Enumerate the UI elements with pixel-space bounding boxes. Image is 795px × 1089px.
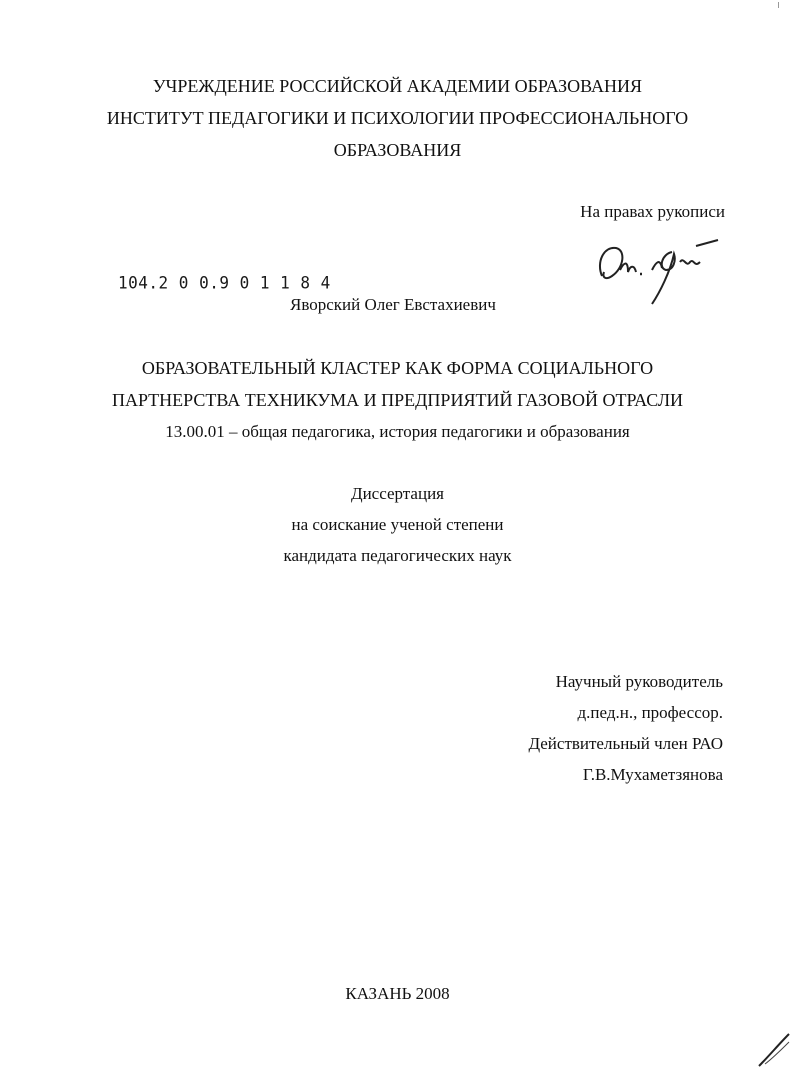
degree-line-3: кандидата педагогических наук: [283, 546, 512, 565]
pen-mark: [755, 1030, 791, 1070]
supervisor-name: Г.В.Мухаметзянова: [582, 765, 723, 784]
institution-line-1: УЧРЕЖДЕНИЕ РОССИЙСКОЙ АКАДЕМИИ ОБРАЗОВАНИЯ: [152, 76, 643, 96]
specialty: 13.00.01 – общая педагогика, история педагогики и образования: [165, 422, 630, 441]
manuscript-note: На правах рукописи: [580, 202, 725, 221]
supervisor-degree: д.пед.н., профессор.: [577, 703, 723, 722]
institution-line-3: ОБРАЗОВАНИЯ: [333, 140, 462, 160]
signature: [590, 232, 725, 312]
title-line-1: ОБРАЗОВАТЕЛЬНЫЙ КЛАСТЕР КАК ФОРМА СОЦИАЛЬНОГО: [141, 358, 654, 378]
title-line-2: ПАРТНЕРСТВА ТЕХНИКУМА И ПРЕДПРИЯТИЙ ГАЗОВОЙ ОТРАСЛИ: [111, 390, 684, 410]
city-year: КАЗАНЬ 2008: [345, 984, 450, 1003]
author-name: Яворский Олег Евстахиевич: [290, 295, 496, 314]
supervisor-rank: Действительный член РАО: [528, 734, 723, 753]
scan-mark: [778, 2, 779, 8]
degree-line-2: на соискание ученой степени: [291, 515, 504, 534]
degree-line-1: Диссертация: [350, 484, 444, 503]
supervisor-label: Научный руководитель: [555, 672, 723, 691]
institution-line-2: ИНСТИТУТ ПЕДАГОГИКИ И ПСИХОЛОГИИ ПРОФЕССИОНАЛЬНОГО: [106, 108, 689, 128]
archive-stamp-number: 104.2 0 0.9 0 1 1 8 4: [118, 272, 331, 293]
